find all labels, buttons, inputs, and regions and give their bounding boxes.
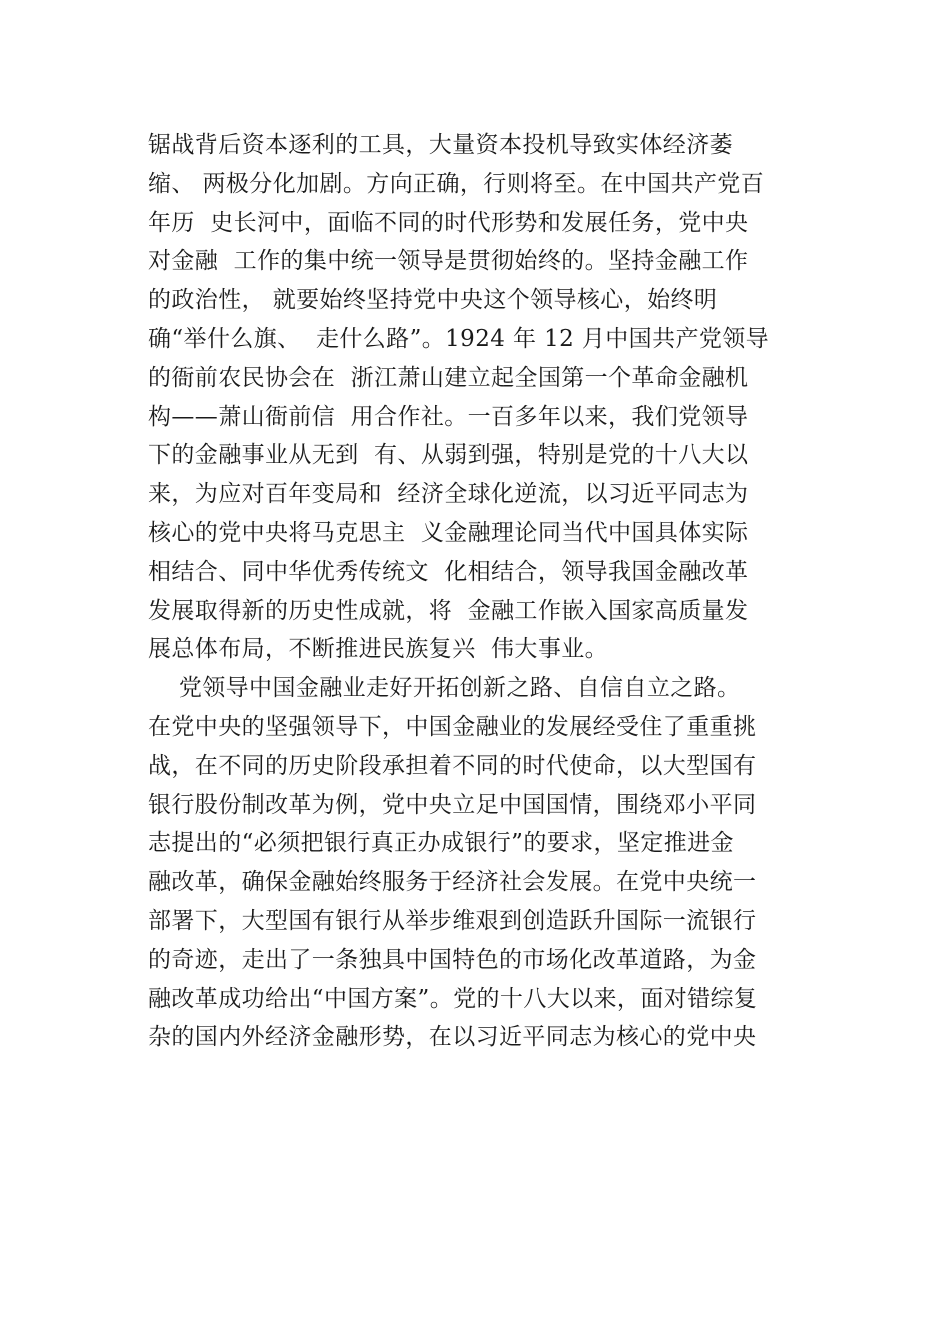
text-line: 融改革，确保金融始终服务于经济社会发展。在党中央统一 xyxy=(148,869,757,896)
text-line: 发展取得新的历史性成就，将 金融工作嵌入国家高质量发 xyxy=(148,597,749,624)
text-line: 锯战背后资本逐利的工具，大量资本投机导致实体经济萎 xyxy=(148,132,733,158)
text-line: 相结合、同中华优秀传统文 化相结合，领导我国金融改革 xyxy=(148,558,749,585)
text-line: 展总体布局，不断推进民族复兴 伟大事业。 xyxy=(148,636,609,663)
body-text xyxy=(148,126,828,1057)
text-line: 确“举什么旗、 走什么路”。1924 年 12 月中国共产党领导 xyxy=(148,325,770,352)
text-line: 的衙前农民协会在 浙江萧山建立起全国第一个革命金融机 xyxy=(148,364,749,391)
text-line: 构——萧山衙前信 用合作社。一百多年以来，我们党领导 xyxy=(148,403,749,430)
text-line: 融改革成功给出“中国方案”。党的十八大以来，面对错综复 xyxy=(148,985,758,1012)
text-line: 党领导中国金融业走好开拓创新之路、自信自立之路。 xyxy=(148,675,741,702)
text-line: 的奇迹，走出了一条独具中国特色的市场化改革道路，为金 xyxy=(148,946,757,973)
text-line: 缩、 两极分化加剧。方向正确，行则将至。在中国共产党百 xyxy=(148,170,765,197)
text-line: 的政治性， 就要始终坚持党中央这个领导核心，始终明 xyxy=(148,287,718,314)
text-line: 银行股份制改革为例，党中央立足中国国情，围绕邓小平同 xyxy=(148,791,757,818)
text-line: 年历 史长河中，面临不同的时代形势和发展任务，党中央 xyxy=(148,209,749,236)
text-line: 核心的党中央将马克思主 义金融理论同当代中国具体实际 xyxy=(148,519,749,546)
text-line: 在党中央的坚强领导下，中国金融业的发展经受住了重重挑 xyxy=(148,713,757,740)
text-line: 对金融 工作的集中统一领导是贯彻始终的。坚持金融工作 xyxy=(148,248,749,275)
text-line: 战，在不同的历史阶段承担着不同的时代使命，以大型国有 xyxy=(148,752,757,779)
text-line: 下的金融事业从无到 有、从弱到强，特别是党的十八大以 xyxy=(148,442,749,469)
text-line: 部署下，大型国有银行从举步维艰到创造跃升国际一流银行 xyxy=(148,907,757,934)
text-line: 来，为应对百年变局和 经济全球化逆流，以习近平同志为 xyxy=(148,481,749,508)
text-line: 志提出的“必须把银行真正办成银行”的要求，坚定推进金 xyxy=(148,830,734,857)
text-line: 杂的国内外经济金融形势，在以习近平同志为核心的党中央 xyxy=(148,1024,757,1051)
